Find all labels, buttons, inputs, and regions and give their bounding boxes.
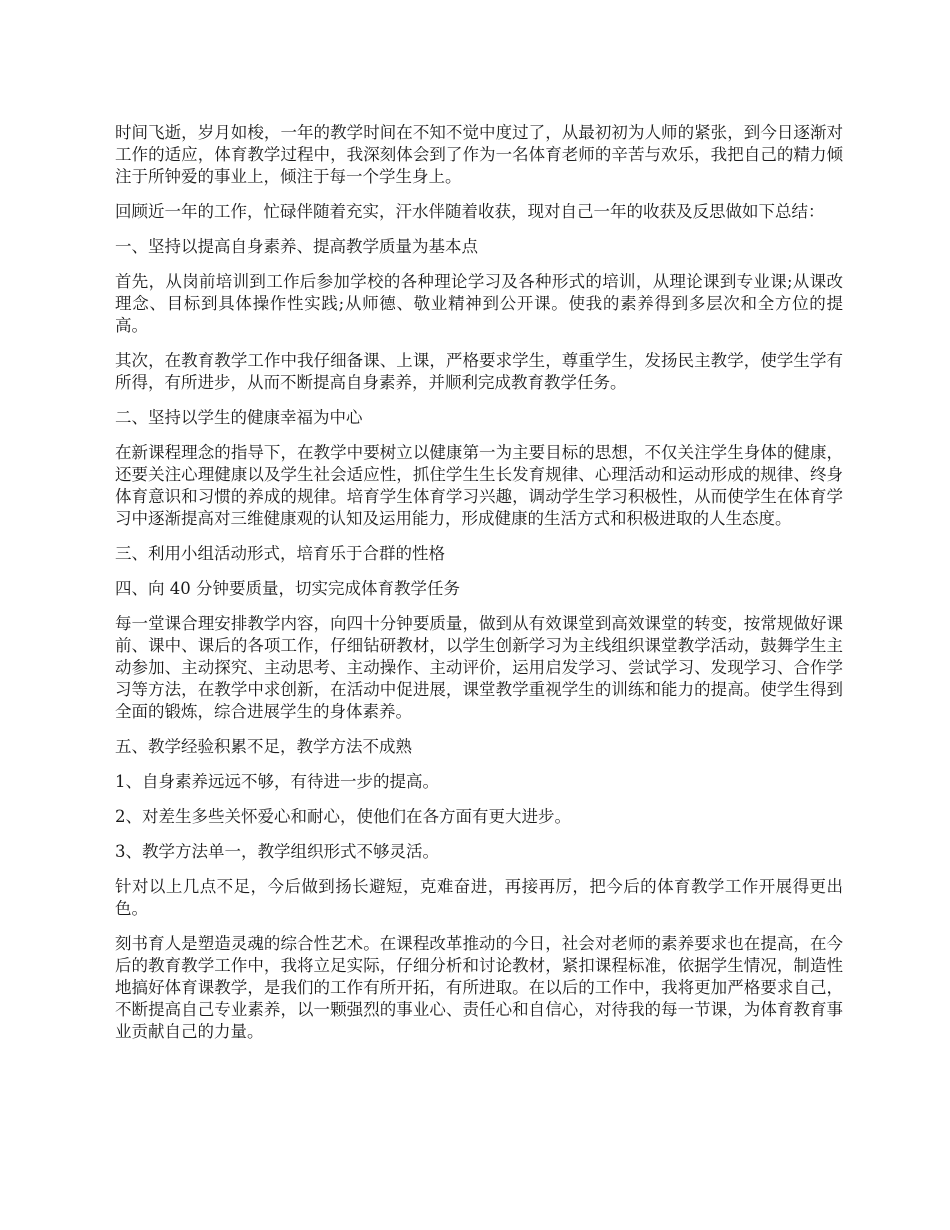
section-heading-5: 五、教学经验积累不足，教学方法不成熟 xyxy=(115,737,412,756)
section-heading-1: 一、坚持以提高自身素养、提高教学质量为基本点 xyxy=(115,237,478,256)
paragraph-first: 首先，从岗前培训到工作后参加学校的各种理论学习及各种形式的培训，从理论课到专业课;从课改理念、目标到具体操作性实践;从师德、敬业精神到公开课。使我的素养得到多层次和全方位的提高。 xyxy=(115,272,843,335)
paragraph-improve: 针对以上几点不足，今后做到扬长避短，克难奋进，再接再厉，把今后的体育教学工作开展得更出色。 xyxy=(115,877,843,918)
paragraph-second: 其次，在教育教学工作中我仔细备课、上课，严格要求学生，尊重学生，发扬民主教学，使学生学有所得，有所进步，从而不断提高自身素养，并顺利完成教育教学任务。 xyxy=(115,351,843,392)
list-item-1: 1、自身素养远远不够，有待进一步的提高。 xyxy=(115,772,439,791)
section-heading-4: 四、向 40 分钟要质量，切实完成体育教学任务 xyxy=(115,579,460,598)
paragraph-health: 在新课程理念的指导下，在教学中要树立以健康第一为主要目标的思想，不仅关注学生身体的健康，还要关注心理健康以及学生社会适应性，抓住学生生长发育规律、心理活动和运动形成的规律、终身体育意识和习惯的养成的规律。培育学生体育学习兴趣，调动学生学习积极性，从而使学生在体育学习中逐渐提高对三维健康观的认知及运用能力，形成健康的生活方式和积极进取的人生态度。 xyxy=(115,443,843,528)
paragraph-conclusion: 刻书育人是塑造灵魂的综合性艺术。在课程改革推动的今日，社会对老师的素养要求也在提高，在今后的教育教学工作中，我将立足实际，仔细分析和讨论教材，紧扣课程标准，依据学生情况，制造性地搞好体育课教学，是我们的工作有所开拓，有所进取。在以后的工作中，我将更加严格要求自己，不断提高自己专业素养，以一颗强烈的事业心、责任心和自信心，对待我的每一节课，为体育教育事业贡献自己的力量。 xyxy=(115,934,843,1041)
section-heading-2: 二、坚持以学生的健康幸福为中心 xyxy=(115,408,363,427)
section-heading-3: 三、利用小组活动形式，培育乐于合群的性格 xyxy=(115,544,445,563)
paragraph-intro: 时间飞逝，岁月如梭，一年的教学时间在不知不觉中度过了，从最初初为人师的紧张，到今日逐渐对工作的适应，体育教学过程中，我深刻体会到了作为一名体育老师的辛苦与欢乐，我把自己的精力倾注于所钟爱的事业上，倾注于每一个学生身上。 xyxy=(115,123,843,186)
paragraph-review: 回顾近一年的工作，忙碌伴随着充实，汗水伴随着收获，现对自己一年的收获及反思做如下总结： xyxy=(115,202,825,221)
document-page xyxy=(115,122,843,1056)
list-item-2: 2、对差生多些关怀爱心和耐心，使他们在各方面有更大进步。 xyxy=(115,807,571,826)
paragraph-lesson: 每一堂课合理安排教学内容，向四十分钟要质量，做到从有效课堂到高效课堂的转变，按常规做好课前、课中、课后的各项工作，仔细钻研教材，以学生创新学习为主线组织课堂教学活动，鼓舞学生主动参加、主动探究、主动思考、主动操作、主动评价，运用启发学习、尝试学习、发现学习、合作学习等方法，在教学中求创新，在活动中促进展，课堂教学重视学生的训练和能力的提高。使学生得到全面的锻炼，综合进展学生的身体素养。 xyxy=(115,614,843,721)
list-item-3: 3、教学方法单一，教学组织形式不够灵活。 xyxy=(115,842,439,861)
